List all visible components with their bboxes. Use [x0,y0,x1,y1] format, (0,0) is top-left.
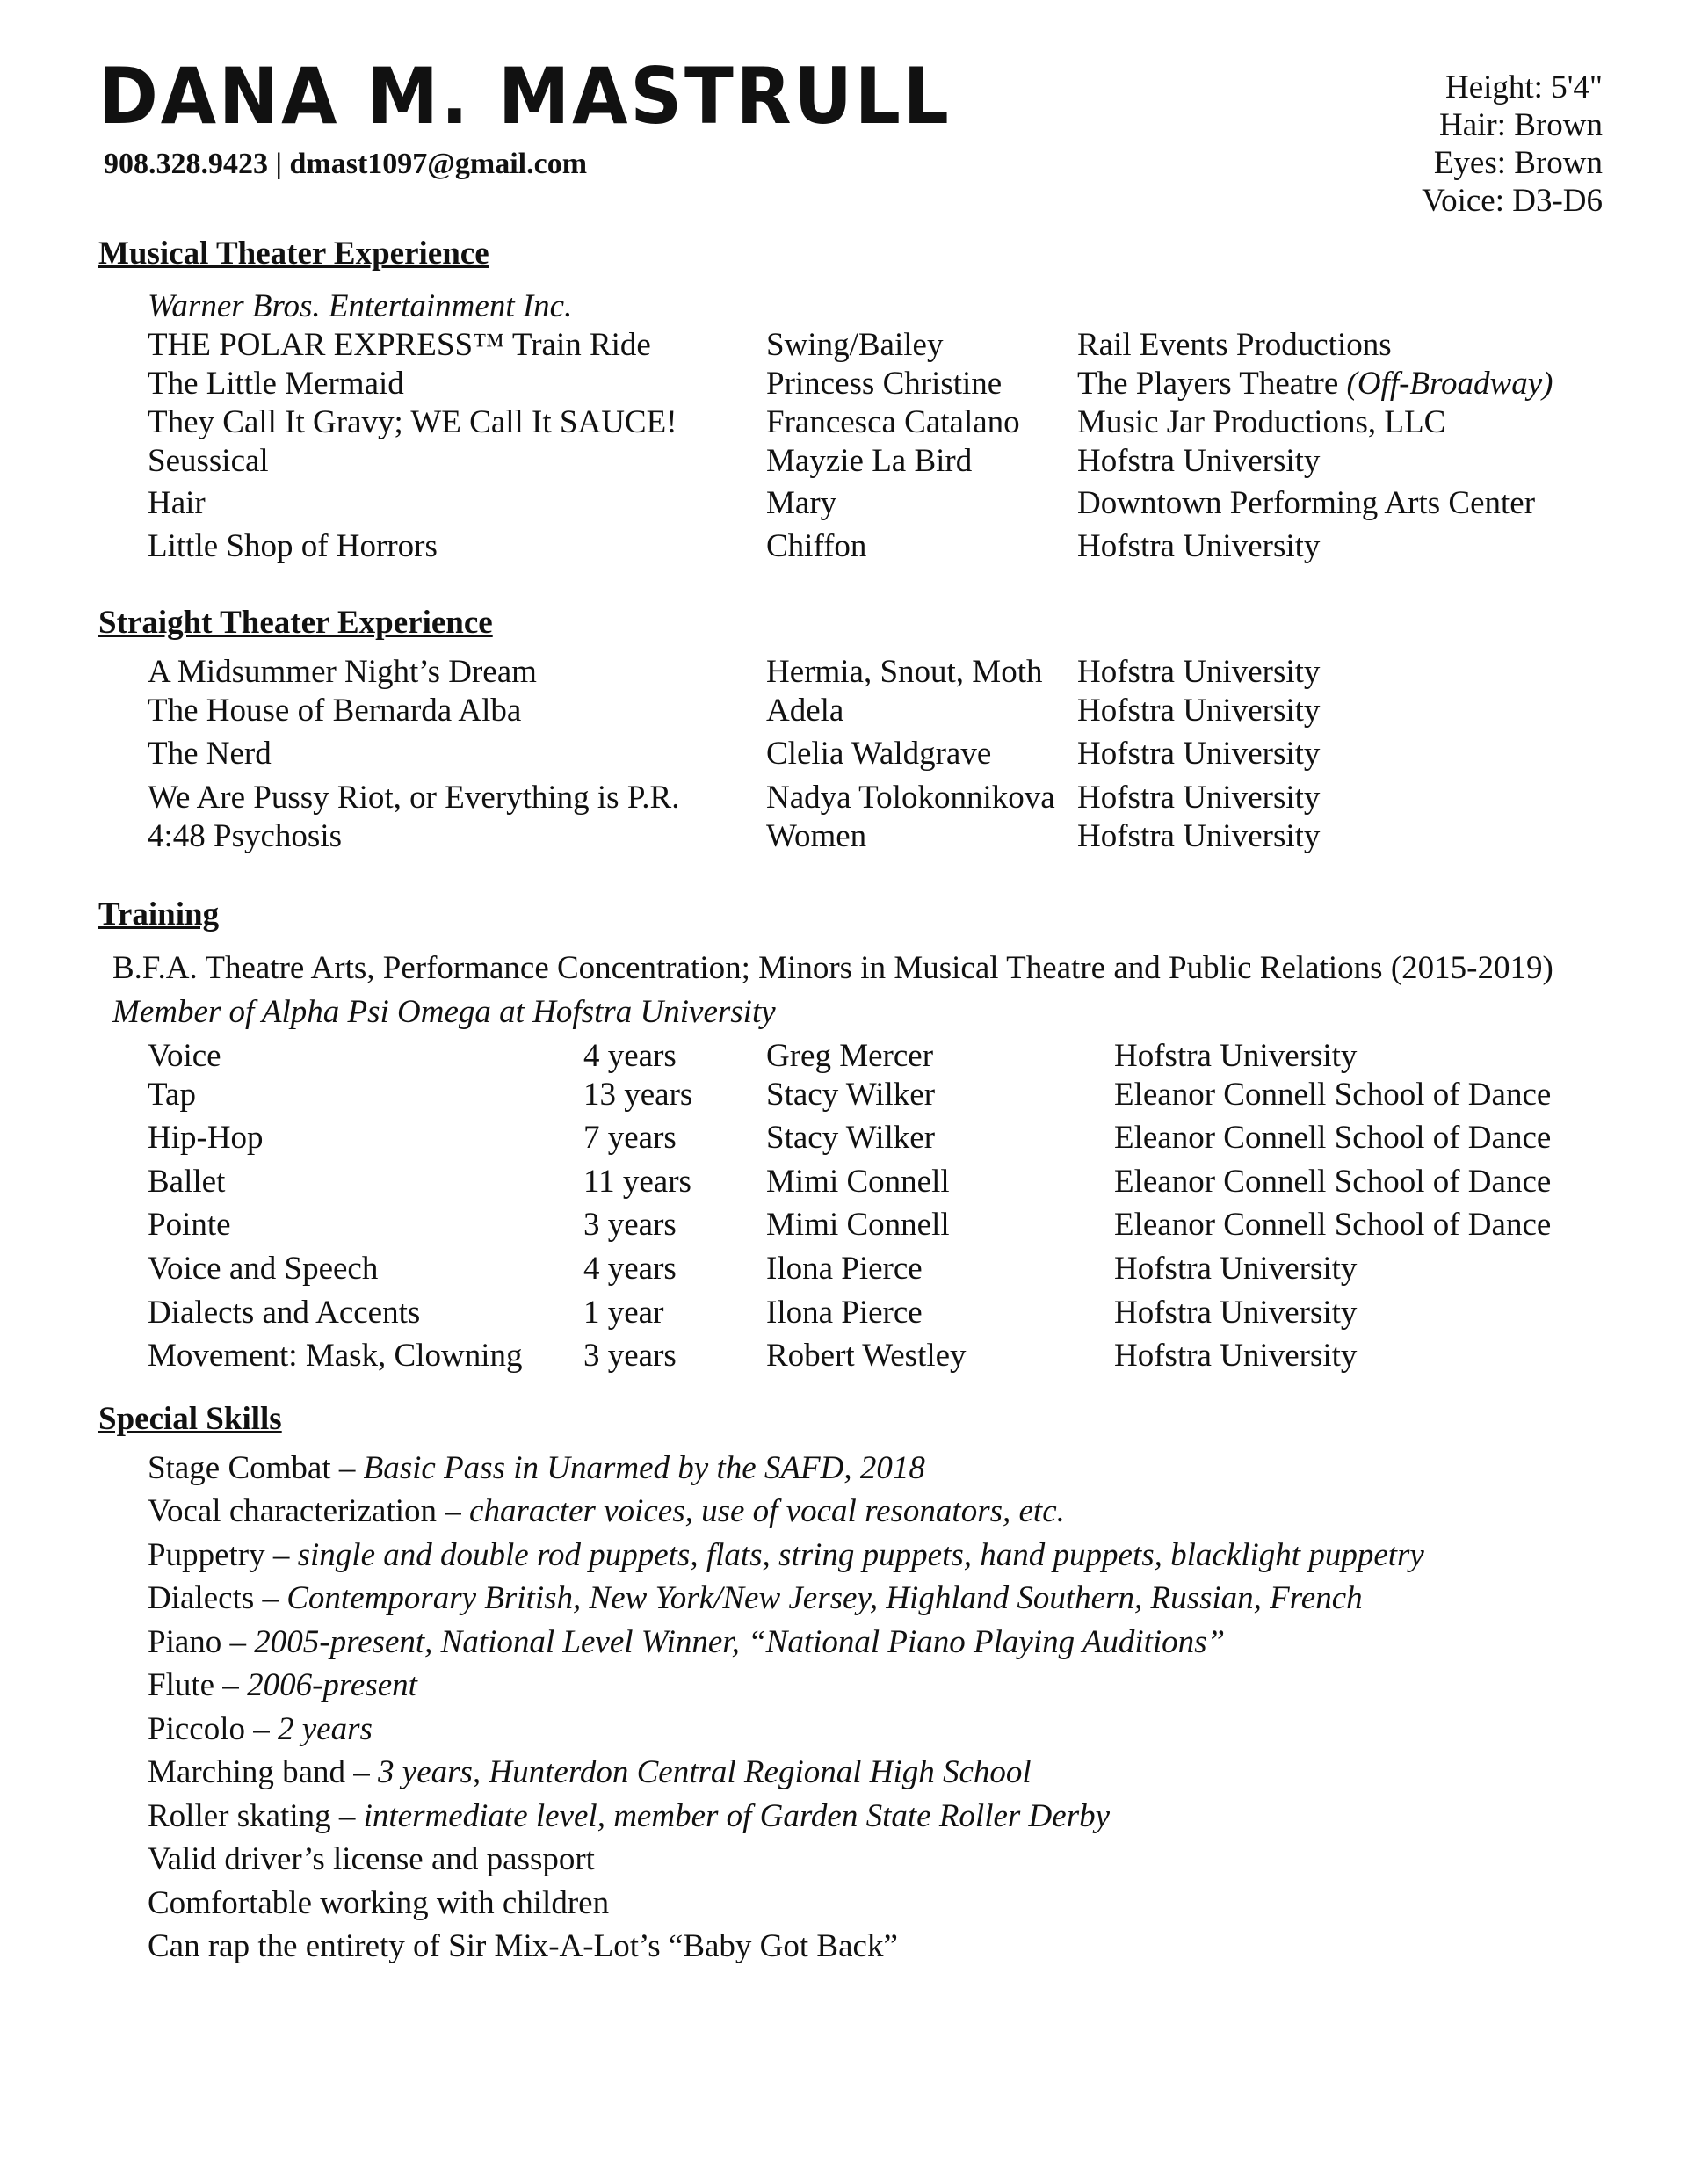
show-title: The Little Mermaid [148,366,404,402]
skill-detail: 2006-present [247,1667,417,1703]
show-title: We Are Pussy Riot, or Everything is P.R. [148,780,680,816]
training-school: Hofstra University [1114,1338,1358,1374]
straight-theater-heading: Straight Theater Experience [98,605,493,641]
training-duration: 3 years [583,1338,677,1374]
venue: Hofstra University [1077,654,1321,690]
skill-detail: Basic Pass in Unarmed by the SAFD, 2018 [363,1450,925,1486]
training-row [0,1206,1687,1244]
training-teacher: Ilona Pierce [766,1295,923,1331]
credit-row [0,817,1687,856]
musical-note: Warner Bros. Entertainment Inc. [148,288,573,324]
stat-voice: Voice: D3-D6 [1422,183,1603,219]
credit-row [0,442,1687,481]
skill-name: Can rap the entirety of Sir Mix-A-Lot’s “Baby Got Back” [148,1928,898,1964]
training-row [0,1250,1687,1288]
credit-row [0,365,1687,403]
skill-item [148,1536,1424,1575]
training-school: Eleanor Connell School of Dance [1114,1164,1552,1200]
training-subject: Voice [148,1038,221,1074]
training-duration: 7 years [583,1120,677,1156]
training-row [0,1076,1687,1114]
role: Swing/Bailey [766,327,944,363]
credit-row [0,403,1687,442]
training-teacher: Robert Westley [766,1338,967,1374]
venue: Hofstra University [1077,736,1321,772]
skill-detail: 2 years [277,1711,373,1747]
training-school: Eleanor Connell School of Dance [1114,1120,1552,1156]
role: Clelia Waldgrave [766,736,992,772]
role: Adela [766,693,844,729]
training-duration: 13 years [583,1077,693,1113]
role: Women [766,818,867,854]
training-teacher: Stacy Wilker [766,1077,936,1113]
venue: Hofstra University [1077,780,1321,816]
skill-name: Dialects – [148,1580,287,1616]
skill-item [148,1753,1032,1792]
degree: B.F.A. Theatre Arts, Performance Concentration; Minors in Musical Theatre and Public Relations (2015-2019) [112,950,1553,986]
skill-item [148,1623,1225,1662]
training-subject: Pointe [148,1207,231,1243]
stat-hair: Hair: Brown [1439,107,1603,143]
credit-row [0,527,1687,566]
training-teacher: Greg Mercer [766,1038,934,1074]
skill-name: Vocal characterization – [148,1493,470,1529]
show-title: The House of Bernarda Alba [148,693,522,729]
venue: Hofstra University [1077,528,1321,564]
training-school: Hofstra University [1114,1251,1358,1287]
skill-detail: 3 years, Hunterdon Central Regional High School [378,1754,1032,1790]
training-duration: 4 years [583,1038,677,1074]
training-row [0,1119,1687,1157]
training-school: Eleanor Connell School of Dance [1114,1207,1552,1243]
applicant-name: DANA M. MASTRULL [98,51,952,141]
role: Mayzie La Bird [766,443,973,479]
venue: Hofstra University [1077,693,1321,729]
skill-detail: Contemporary British, New York/New Jersey, Highland Southern, Russian, French [286,1580,1363,1616]
credit-row [0,779,1687,817]
show-title: Seussical [148,443,269,479]
training-subject: Voice and Speech [148,1251,379,1287]
skill-name: Piccolo – [148,1711,278,1747]
credit-row [0,326,1687,365]
show-title: 4:48 Psychosis [148,818,343,854]
training-subject: Hip-Hop [148,1120,264,1156]
training-teacher: Mimi Connell [766,1164,950,1200]
training-row [0,1294,1687,1332]
skill-item [148,1797,1110,1836]
physical-stats [1422,69,1603,220]
training-teacher: Stacy Wilker [766,1120,936,1156]
training-heading: Training [98,896,220,932]
skill-item [148,1840,595,1879]
special-skills-heading: Special Skills [98,1401,282,1437]
skill-item [148,1492,1065,1531]
credit-row [0,653,1687,692]
skill-name: Marching band – [148,1754,379,1790]
stat-eyes: Eyes: Brown [1433,145,1603,181]
role: Francesca Catalano [766,404,1020,440]
show-title: The Nerd [148,736,272,772]
training-subject: Dialects and Accents [148,1295,421,1331]
stat-height: Height: 5'4" [1444,69,1603,105]
training-duration: 11 years [583,1164,691,1200]
skill-name: Piano – [148,1624,255,1660]
training-subject: Movement: Mask, Clowning [148,1338,523,1374]
musical-theater-heading: Musical Theater Experience [98,236,489,272]
skill-name: Puppetry – [148,1537,298,1573]
training-duration: 1 year [583,1295,664,1331]
skill-detail: intermediate level, member of Garden State Roller Derby [363,1798,1111,1834]
training-school: Eleanor Connell School of Dance [1114,1077,1552,1113]
skill-item [148,1579,1363,1618]
skill-item [148,1449,925,1488]
training-teacher: Mimi Connell [766,1207,950,1243]
credit-row [0,735,1687,773]
training-row [0,1337,1687,1375]
venue [1077,365,1553,403]
skill-detail: 2005-present, National Level Winner, “National Piano Playing Auditions” [254,1624,1226,1660]
venue: Hofstra University [1077,818,1321,854]
skill-detail: character voices, use of vocal resonators, etc. [469,1493,1065,1529]
role: Mary [766,485,837,521]
skill-name: Flute – [148,1667,248,1703]
skill-name: Valid driver’s license and passport [148,1841,595,1877]
skill-item [148,1884,609,1923]
venue: Hofstra University [1077,443,1321,479]
credit-row [0,484,1687,523]
show-title: Little Shop of Horrors [148,528,438,564]
training-row [0,1037,1687,1076]
skill-name: Roller skating – [148,1798,364,1834]
role: Chiffon [766,528,867,564]
training-subject: Tap [148,1077,196,1113]
skill-detail: single and double rod puppets, flats, string puppets, hand puppets, blacklight puppetry [297,1537,1424,1573]
skill-name: Comfortable working with children [148,1885,610,1921]
show-title: A Midsummer Night’s Dream [148,654,537,690]
membership: Member of Alpha Psi Omega at Hofstra University [112,994,776,1030]
venue: Music Jar Productions, LLC [1077,404,1446,440]
training-school: Hofstra University [1114,1295,1358,1331]
venue-name: The Players Theatre [1077,366,1347,402]
skill-item [148,1666,417,1705]
show-title: They Call It Gravy; WE Call It SAUCE! [148,404,677,440]
venue: Downtown Performing Arts Center [1077,485,1536,521]
show-title: THE POLAR EXPRESS™ Train Ride [148,327,651,363]
skill-item [148,1710,373,1749]
training-duration: 3 years [583,1207,677,1243]
show-title: Hair [148,485,206,521]
training-subject: Ballet [148,1164,226,1200]
role: Hermia, Snout, Moth [766,654,1043,690]
skill-item [148,1927,898,1966]
skill-name: Stage Combat – [148,1450,364,1486]
role: Nadya Tolokonnikova [766,780,1055,816]
role: Princess Christine [766,366,1003,402]
training-duration: 4 years [583,1251,677,1287]
contact-info: 908.328.9423 | dmast1097@gmail.com [104,148,588,180]
credit-row [0,692,1687,730]
training-school: Hofstra University [1114,1038,1358,1074]
venue-note: (Off-Broadway) [1346,366,1553,402]
training-teacher: Ilona Pierce [766,1251,923,1287]
training-row [0,1163,1687,1201]
venue: Rail Events Productions [1077,327,1392,363]
